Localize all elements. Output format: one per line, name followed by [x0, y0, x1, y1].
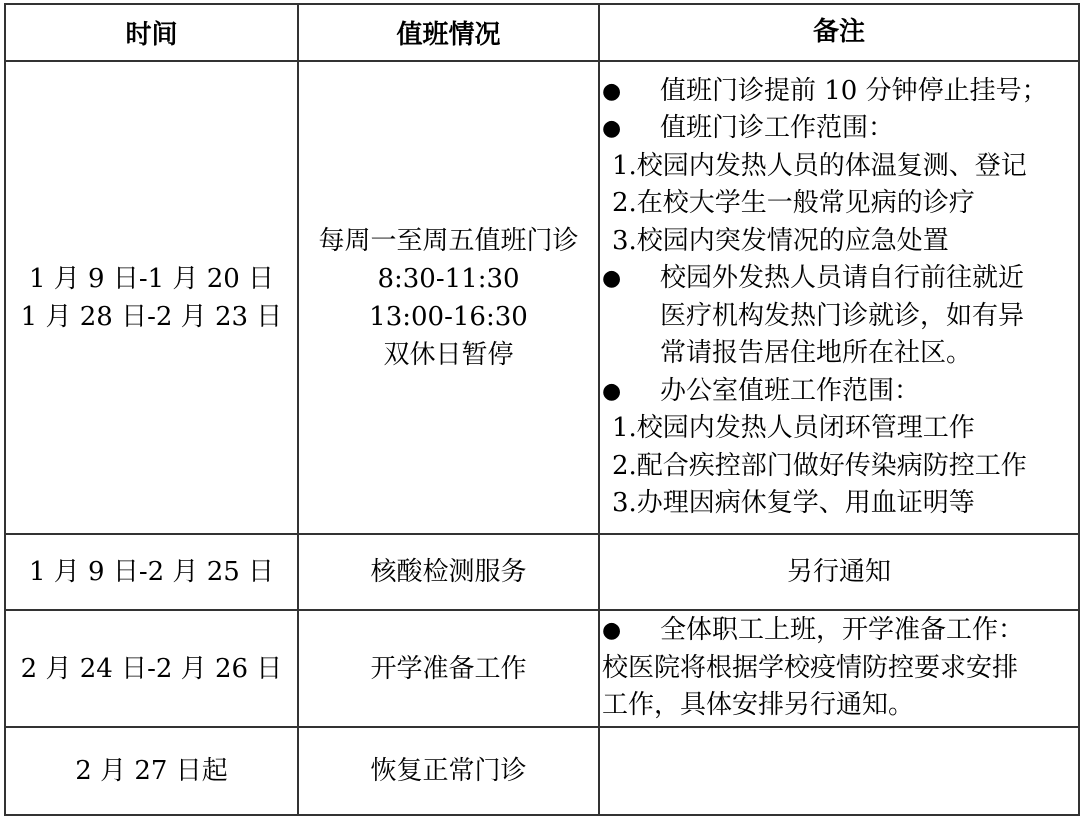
time-cell: 2 月 24 日-2 月 26 日 — [5, 610, 298, 727]
duty-cell: 核酸检测服务 — [298, 534, 599, 610]
duty-cell: 恢复正常门诊 — [298, 727, 599, 815]
time-cell: 1 月 9 日-2 月 25 日 — [5, 534, 298, 610]
table-row — [5, 61, 1079, 534]
note-bullet-item: ● 办公室值班工作范围： — [600, 373, 1078, 411]
time-line: 1 月 9 日-1 月 20 日 — [28, 263, 275, 294]
table-row — [5, 610, 1079, 727]
table-header-row — [5, 4, 1079, 61]
time-line: 1 月 28 日-2 月 23 日 — [20, 301, 283, 332]
note-sub-item: 1.校园内发热人员的体温复测、登记 — [612, 150, 1027, 181]
duty-cell — [298, 61, 599, 534]
note-bullet-item: ● 值班门诊工作范围： — [600, 110, 1078, 148]
header-notes: 备注 — [599, 4, 1079, 61]
header-duty: 值班情况 — [298, 4, 599, 61]
notes-cell — [599, 610, 1079, 727]
table-row — [5, 534, 1079, 610]
notes-cell — [599, 61, 1079, 534]
note-continuation: 医疗机构发热门诊就诊，如有异 — [660, 300, 1025, 331]
note-continuation: 常请报告居住地所在社区。 — [660, 338, 973, 368]
note-sub-item: 2.配合疾控部门做好传染病防控工作 — [612, 450, 1027, 481]
bullet-icon: ● — [602, 378, 622, 404]
header-time: 时间 — [5, 4, 298, 61]
notes-cell: 另行通知 — [599, 534, 1079, 610]
notes-cell — [599, 727, 1079, 815]
note-bullet-item: ● 全体职工上班，开学准备工作： — [600, 612, 1078, 650]
duty-schedule-table — [4, 3, 1080, 816]
table-row — [5, 727, 1079, 815]
note-continuation: 校医院将根据学校疫情防控要求安排 — [602, 652, 1019, 683]
note-sub-item: 1.校园内发热人员闭环管理工作 — [612, 413, 975, 443]
bullet-icon: ● — [602, 618, 622, 644]
note-continuation: 工作，具体安排另行通知。 — [602, 690, 915, 721]
note-bullet-item: ● 值班门诊提前 10 分钟停止挂号； — [600, 73, 1078, 111]
time-cell: 2 月 27 日起 — [5, 727, 298, 815]
note-sub-item: 2.在校大学生一般常见病的诊疗 — [612, 188, 975, 218]
duty-line: 每周一至周五值班门诊 — [318, 225, 579, 256]
duty-line: 13:00-16:30 — [369, 301, 528, 332]
bullet-icon: ● — [602, 78, 622, 104]
time-cell — [5, 61, 298, 534]
duty-line: 双休日暂停 — [383, 339, 514, 370]
note-sub-item: 3.校园内突发情况的应急处置 — [612, 225, 949, 256]
duty-line: 8:30-11:30 — [377, 263, 520, 294]
bullet-icon: ● — [602, 116, 622, 141]
bullet-icon: ● — [602, 266, 622, 291]
note-bullet-item: ● 校园外发热人员请自行前往就近 — [600, 260, 1078, 298]
duty-cell: 开学准备工作 — [298, 610, 599, 727]
note-sub-item: 3.办理因病休复学、用血证明等 — [612, 488, 975, 518]
